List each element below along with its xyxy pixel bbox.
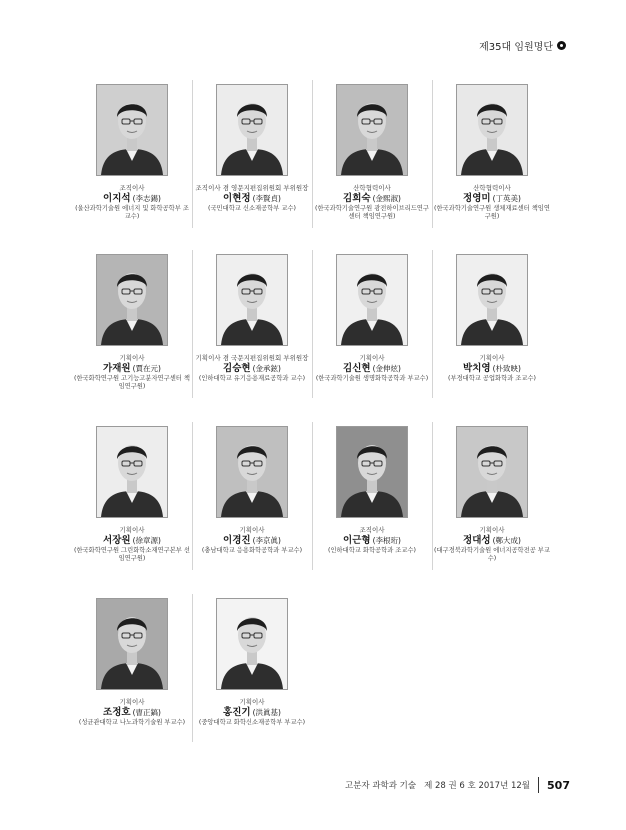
member-name-line	[223, 535, 281, 547]
member-photo	[216, 254, 288, 346]
member-photo	[96, 426, 168, 518]
member-name: 가재원	[103, 362, 131, 374]
member-hanja: (李志錫)	[132, 193, 161, 203]
member-name: 김신현	[343, 362, 371, 374]
member-name-line	[103, 535, 161, 547]
member-affiliation: (한국과학기술연구원 생체재료센터 책임연구원)	[434, 205, 550, 221]
member-grid	[72, 80, 552, 744]
member-card	[192, 250, 312, 422]
member-role: 기획이사	[479, 354, 505, 362]
member-role: 기획이사	[239, 526, 265, 534]
member-row	[72, 80, 552, 250]
member-affiliation: (한국과학기술원 생명화학공학과 부교수)	[315, 375, 429, 383]
member-card	[312, 422, 432, 594]
issue-info: 제 28 권 6 호 2017년 12월	[424, 781, 531, 791]
member-hanja: (李賢貞)	[252, 193, 281, 203]
member-photo	[96, 84, 168, 176]
member-hanja: (曺正鎬)	[132, 707, 161, 717]
member-hanja: (朴致映)	[492, 363, 521, 373]
member-row	[72, 250, 552, 422]
page-footer	[345, 777, 570, 793]
member-affiliation: (한국과학기술연구원 광전하이브리드연구센터 책임연구원)	[315, 205, 429, 221]
member-name-line	[463, 535, 521, 547]
member-photo	[456, 254, 528, 346]
member-photo	[216, 84, 288, 176]
member-affiliation: (충남대학교 응용화학공학과 부교수)	[201, 547, 303, 555]
member-role: 기획이사	[479, 526, 505, 534]
member-name: 박치영	[463, 362, 491, 374]
member-hanja: (李根珩)	[372, 535, 401, 545]
member-photo	[216, 598, 288, 690]
circle-bullet-icon	[557, 41, 566, 50]
member-name-line	[103, 193, 161, 205]
journal-title: 고분자 과학과 기술	[344, 781, 417, 791]
member-hanja: (徐章源)	[132, 535, 161, 545]
member-card	[72, 80, 192, 250]
member-role: 기획이사	[359, 354, 385, 362]
member-role: 기획이사	[119, 354, 145, 362]
member-role: 기획이사	[119, 698, 145, 706]
member-photo	[456, 84, 528, 176]
member-name: 김희숙	[343, 192, 371, 204]
member-name-line	[223, 363, 281, 375]
member-card	[432, 80, 552, 250]
member-role: 조직이사	[119, 184, 145, 192]
member-role: 산학협력이사	[473, 184, 511, 192]
page-number: 507	[547, 778, 570, 792]
member-affiliation: (국민대학교 신소재공학부 교수)	[208, 205, 296, 213]
member-affiliation: (부경대학교 공업화학과 조교수)	[448, 375, 536, 383]
member-name: 서장원	[103, 534, 131, 546]
member-photo	[96, 598, 168, 690]
member-affiliation: (대구경북과학기술원 에너지공학전공 부교수)	[434, 547, 550, 563]
member-name-line	[103, 707, 161, 719]
member-affiliation: (한국화학연구원 고기능고분자연구센터 책임연구원)	[74, 375, 190, 391]
member-row	[72, 422, 552, 594]
member-card	[312, 80, 432, 250]
member-name: 이현정	[223, 192, 251, 204]
member-card	[432, 250, 552, 422]
member-name-line	[463, 193, 521, 205]
member-photo	[336, 254, 408, 346]
member-affiliation: (인하대학교 화학공학과 조교수)	[328, 547, 416, 555]
member-role: 기획이사	[119, 526, 145, 534]
member-name-line	[343, 535, 401, 547]
member-name-line	[343, 363, 401, 375]
member-photo	[336, 84, 408, 176]
member-name: 김승현	[223, 362, 251, 374]
member-card	[192, 422, 312, 594]
member-photo	[216, 426, 288, 518]
member-name-line	[103, 363, 161, 375]
member-card	[72, 422, 192, 594]
member-hanja: (丁英美)	[492, 193, 521, 203]
member-role: 산학협력이사	[353, 184, 391, 192]
member-name: 조정호	[103, 706, 131, 718]
member-name: 이경진	[223, 534, 251, 546]
footer-divider	[538, 777, 539, 793]
member-photo	[96, 254, 168, 346]
member-card	[312, 250, 432, 422]
member-photo	[456, 426, 528, 518]
member-card	[432, 422, 552, 594]
member-name: 정대성	[463, 534, 491, 546]
member-name-line	[463, 363, 521, 375]
member-name: 정영미	[463, 192, 491, 204]
member-role: 조직이사	[359, 526, 385, 534]
member-card	[72, 594, 192, 744]
member-name: 이지석	[103, 192, 131, 204]
member-name: 이근형	[343, 534, 371, 546]
member-role: 기획이사 겸 국문지편집위원회 부위원장	[195, 354, 309, 362]
member-hanja: (李京眞)	[252, 535, 281, 545]
member-affiliation: (인하대학교 유기응용재료공학과 교수)	[198, 375, 306, 383]
member-name: 홍진기	[223, 706, 251, 718]
member-hanja: (鄭大成)	[492, 535, 521, 545]
member-hanja: (金承鉉)	[252, 363, 281, 373]
member-name-line	[223, 193, 281, 205]
member-name-line	[343, 193, 401, 205]
member-hanja: (洪眞基)	[252, 707, 281, 717]
member-hanja: (金伸炫)	[372, 363, 401, 373]
member-card	[192, 594, 312, 744]
member-affiliation: (울산과학기술원 에너지 및 화학공학부 조교수)	[75, 205, 189, 221]
section-header	[479, 38, 566, 53]
member-photo	[336, 426, 408, 518]
member-card	[72, 250, 192, 422]
member-card	[192, 80, 312, 250]
member-role: 조직이사 겸 영문지편집위원회 부위원장	[195, 184, 309, 192]
member-affiliation: (한국화학연구원 그린화학소재연구본부 선임연구원)	[74, 547, 190, 563]
member-hanja: (金熙淑)	[372, 193, 401, 203]
member-affiliation: (성균관대학교 나노과학기술원 부교수)	[78, 719, 186, 727]
section-title: 제35대 임원명단	[479, 42, 553, 53]
member-affiliation: (중앙대학교 화학신소재공학부 부교수)	[198, 719, 306, 727]
member-hanja: (賈在元)	[132, 363, 161, 373]
member-row	[72, 594, 552, 744]
member-name-line	[223, 707, 281, 719]
member-role: 기획이사	[239, 698, 265, 706]
